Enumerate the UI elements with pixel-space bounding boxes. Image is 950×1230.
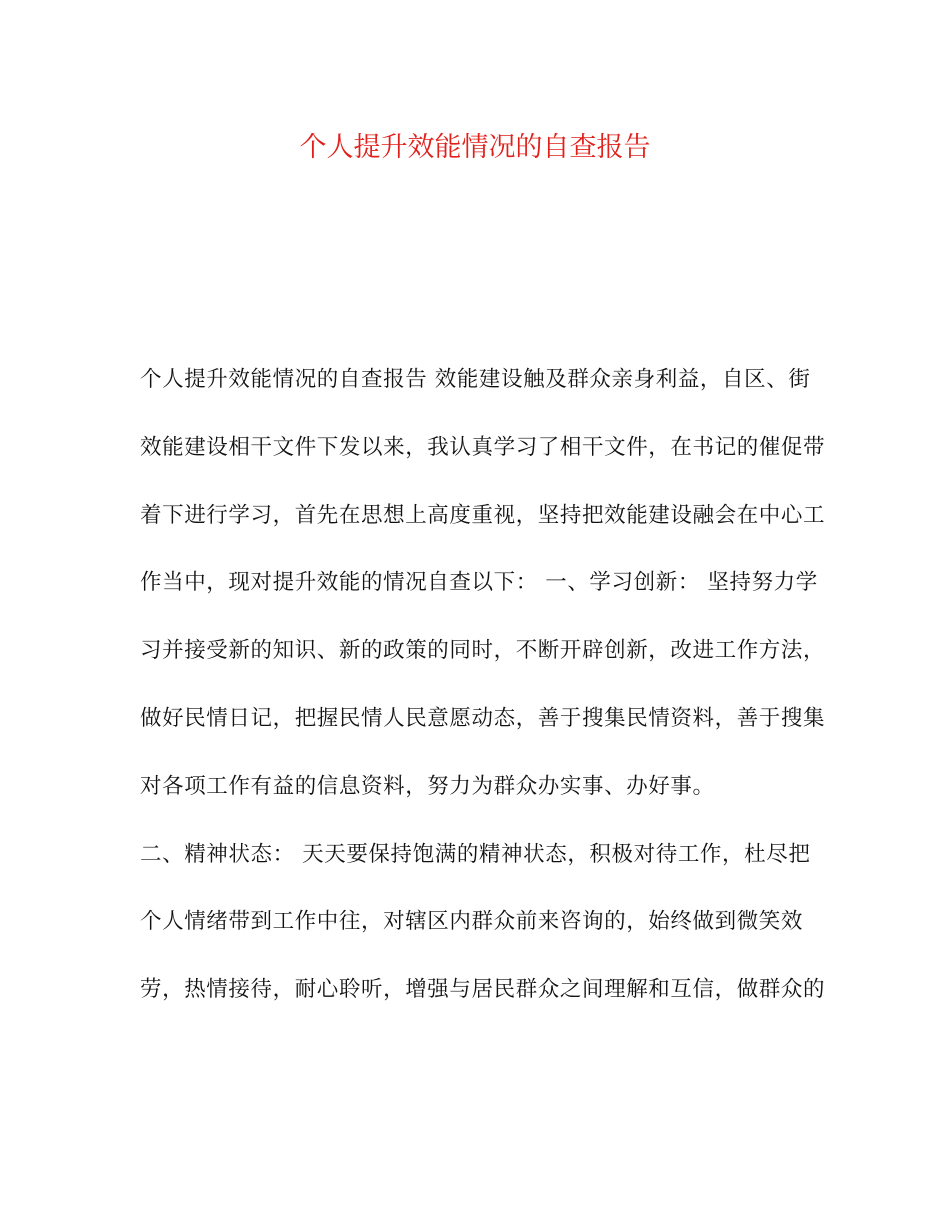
document-body	[140, 360, 826, 1038]
body-line: 作当中，现对提升效能的情况自查以下： 一、学习创新： 坚持努力学	[140, 570, 818, 596]
body-line: 个人提升效能情况的自查报告 效能建设触及群众亲身利益，自区、街	[140, 367, 811, 392]
body-line: 做好民情日记，把握民情人民意愿动态，善于搜集民情资料，善于搜集	[140, 705, 826, 731]
body-line: 效能建设相干文件下发以来，我认真学习了相干文件，在书记的催促带	[140, 434, 826, 460]
document-title: 个人提升效能情况的自查报告	[299, 132, 651, 163]
body-line: 对各项工作有益的信息资料，努力为群众办实事、办好事。	[140, 773, 715, 799]
body-line: 个人情绪带到工作中往，对辖区内群众前来咨询的，始终做到微笑效	[140, 909, 804, 935]
body-line: 着下进行学习，首先在思想上高度重视，坚持把效能建设融会在中心工	[140, 502, 826, 528]
body-line: 劳，热情接待，耐心聆听，增强与居民群众之间理解和互信，做群众的	[140, 977, 826, 1003]
body-line: 二、精神状态： 天天要保持饱满的精神状态，积极对待工作，杜尽把	[140, 841, 811, 867]
body-line: 习并接受新的知识、新的政策的同时，不断开辟创新，改进工作方法，	[140, 638, 826, 664]
